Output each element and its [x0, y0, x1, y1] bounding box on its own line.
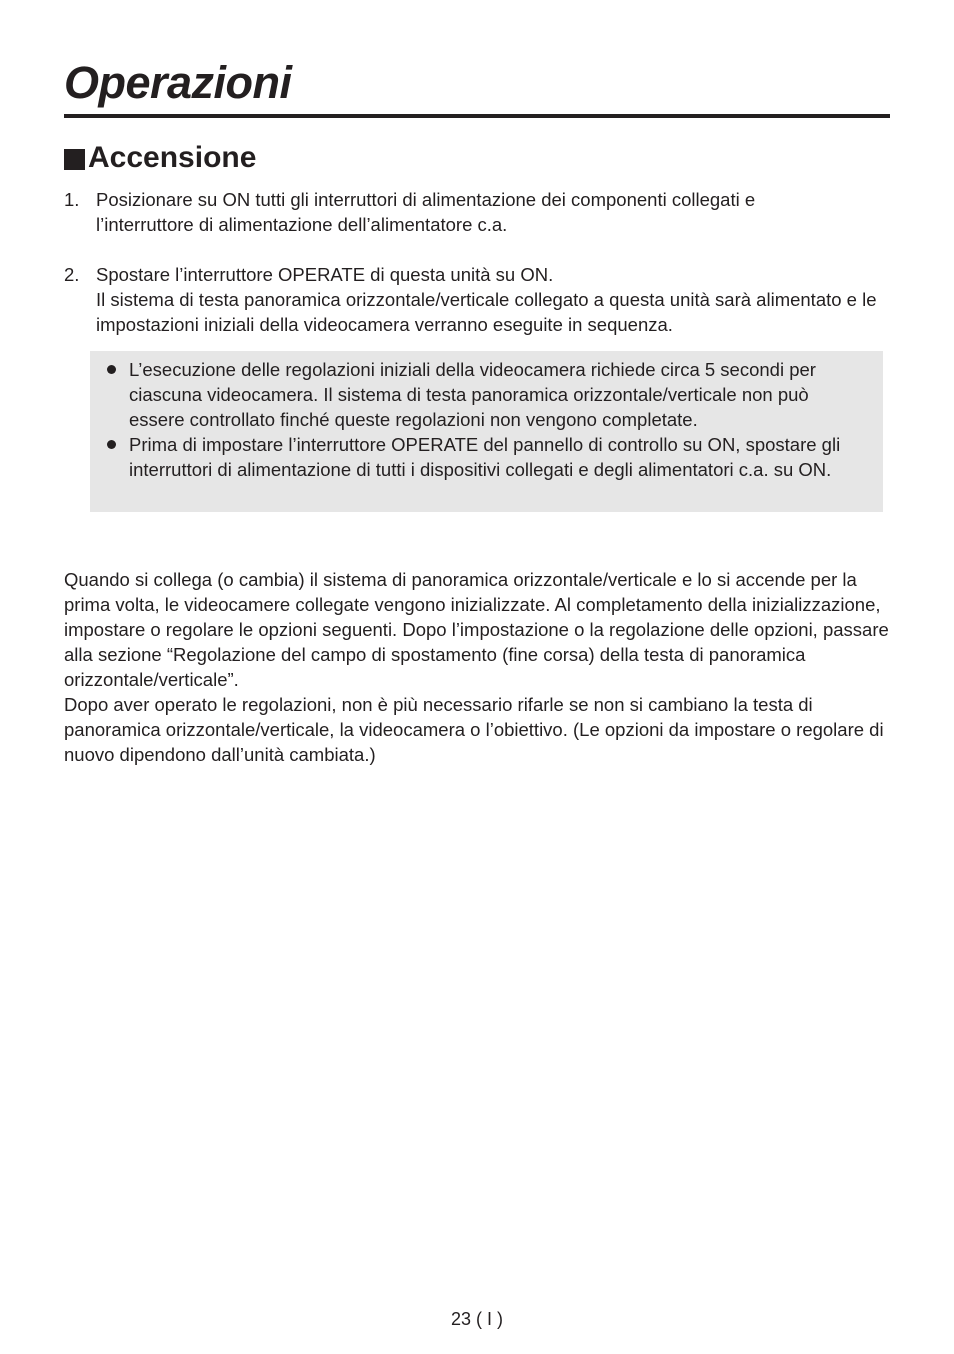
step-1 [64, 187, 890, 237]
square-bullet-icon [64, 149, 85, 170]
intro-text: Dopo aver operato le regolazioni, non è più necessario rifarle se non si cambiano la testa di panoramica orizzontale/verticale, la videocamera o l’obiettivo. (Le opzioni da impostare o regolare di nuovo dipendono dall’unità cambiata.) [64, 694, 884, 765]
bullet-icon [104, 432, 129, 482]
page-number: 23 ( I ) [450, 1309, 503, 1329]
step-2 [64, 262, 890, 337]
intro-paragraph [64, 567, 900, 767]
note-item [104, 432, 864, 482]
bullet-icon [104, 357, 129, 432]
step-text: Posizionare su ON tutti gli interruttori di alimentazione dei componenti collegati e l’interruttore di alimentazione dell’alimentatore c.a. [96, 189, 756, 235]
note-text: Prima di impostare l’interruttore OPERATE del pannello di controllo su ON, spostare gli interruttori di alimentazione di tutti i dispositivi collegati e degli alimentatori c.a. su ON. [129, 434, 841, 480]
step-text: Spostare l’interruttore OPERATE di questa unità su ON. [96, 264, 554, 285]
step-number: 2. [64, 264, 80, 285]
step-detail: Il sistema di testa panoramica orizzontale/verticale collegato a questa unità sarà alimentato e le impostazioni iniziali della videocamera verranno eseguite in sequenza. [96, 289, 877, 335]
section-heading-text: Accensione [88, 141, 257, 174]
note-box [90, 351, 883, 512]
section-heading [64, 140, 256, 176]
step-number: 1. [64, 189, 80, 210]
page-title: Operazioni [64, 57, 292, 108]
note-item [104, 357, 864, 432]
intro-text: Quando si collega (o cambia) il sistema di panoramica orizzontale/verticale e lo si accende per la prima volta, le videocamere collegate vengono inizializzate. Al completamento della inizializzazione, impostare o regolare le opzioni seguenti. Dopo l’impostazione o la regolazione delle opzioni, passare alla sezione “Regolazione del campo di spostamento (fine corsa) della testa di panoramica orizzontale/verticale”. [64, 569, 889, 690]
note-text: L’esecuzione delle regolazioni iniziali della videocamera richiede circa 5 secondi per ciascuna videocamera. Il sistema di testa panoramica orizzontale/verticale non può essere controllato finché queste regolazioni non vengono completate. [129, 359, 816, 430]
title-divider [64, 114, 890, 118]
